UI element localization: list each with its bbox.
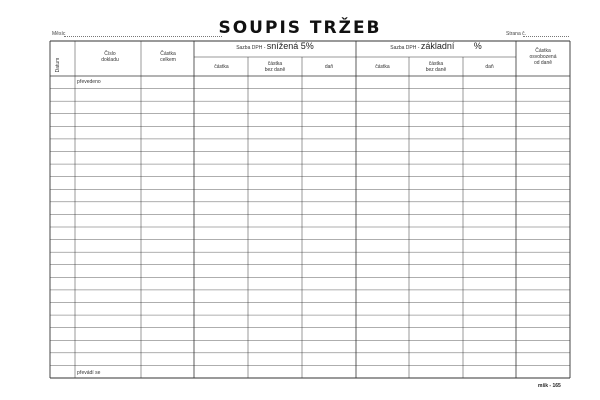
basic-amount-without-tax-header: částka bez daně — [425, 61, 447, 73]
month-label: Měsíc — [52, 31, 66, 37]
basic-rate-value: základní — [420, 41, 455, 51]
form-title: SOUPIS TRŽEB — [218, 18, 382, 38]
carried-in-label: převedeno — [77, 79, 101, 85]
reduced-amount-header: částka — [214, 64, 229, 70]
column-total-header: Částka celkem — [160, 51, 176, 63]
basic-amount-header: částka — [375, 64, 390, 70]
basic-rate-prefix: Sazba DPH - — [390, 45, 420, 51]
basic-tax-header: daň — [485, 64, 494, 70]
column-date-header: Datum — [55, 57, 61, 73]
reduced-amount-without-tax-header: částka bez daně — [264, 61, 286, 73]
reduced-rate-value: snížená 5% — [266, 41, 314, 51]
reduced-rate-header — [194, 43, 356, 51]
basic-rate-percent: % — [473, 41, 482, 51]
column-doc-number-header: Číslo dokladu — [101, 51, 119, 63]
carried-out-label: převádí se — [77, 370, 101, 376]
reduced-rate-prefix: Sazba DPH - — [236, 45, 266, 51]
column-exempt-header: Částka osvobozená od daně — [529, 48, 557, 66]
form-code: mšk - 165 — [538, 383, 561, 389]
reduced-tax-header: daň — [324, 64, 334, 70]
basic-rate-header — [356, 43, 516, 51]
page-label: Strana č. — [506, 31, 527, 37]
